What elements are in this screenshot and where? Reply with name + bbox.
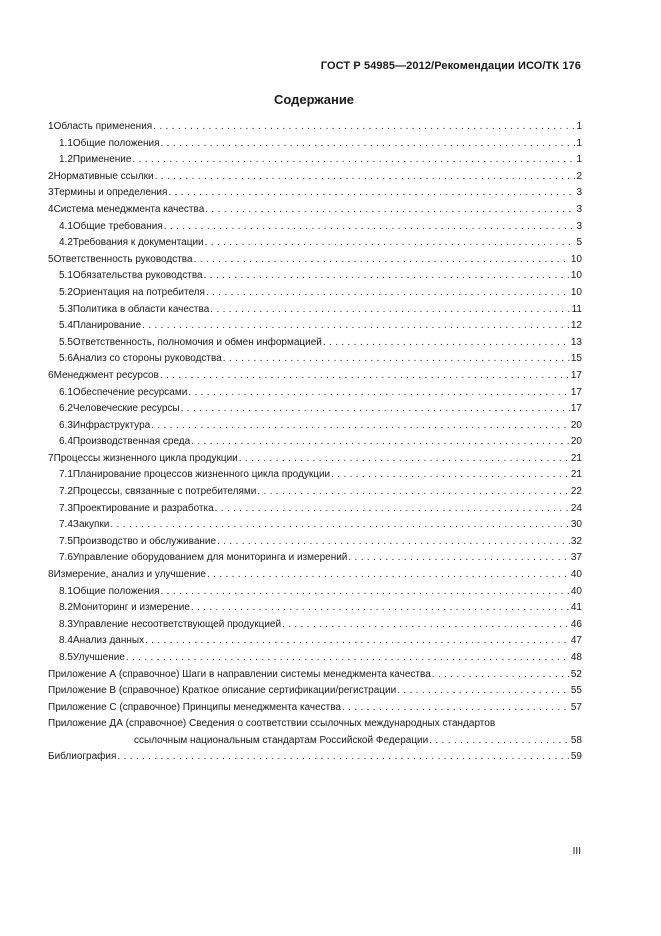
toc-entry-label-continued: ссылочным национальным стандартам Российской Федерации — [134, 734, 429, 746]
toc-entry[interactable] — [48, 550, 582, 567]
toc-entry-label: Библиография — [48, 751, 117, 763]
toc-entry-page: 22 — [570, 486, 582, 498]
toc-entry[interactable] — [48, 501, 582, 518]
toc-entry[interactable] — [48, 202, 582, 219]
toc-entry-label: Процессы жизненного цикла продукции — [53, 452, 238, 464]
toc-leader-dots — [194, 252, 570, 269]
toc-entry-label: Улучшение — [72, 652, 125, 663]
toc-entry-page: 57 — [570, 701, 582, 713]
toc-entry-label: Планирование — [72, 320, 142, 332]
toc-entry-page: 32 — [570, 535, 582, 547]
toc-entry-page: 59 — [570, 751, 582, 763]
toc-entry-number: 4.1 — [59, 220, 73, 232]
toc-leader-dots — [429, 733, 570, 749]
toc-leader-dots — [191, 434, 570, 451]
toc-leader-dots — [432, 667, 570, 684]
toc-entry[interactable] — [48, 136, 582, 153]
document-header: ГОСТ Р 54985—2012/Рекомендации ИСО/ТК 176 — [320, 60, 581, 72]
toc-entry-number: 1.1 — [59, 137, 73, 149]
toc-entry-number: 6 — [48, 369, 54, 381]
toc-entry-number: 5.6 — [59, 353, 73, 365]
toc-entry-number: 4 — [48, 203, 54, 215]
toc-entry-page: 37 — [570, 552, 582, 564]
toc-entry-label: Закупки — [72, 519, 110, 531]
toc-entry[interactable] — [48, 252, 582, 269]
toc-entry[interactable] — [48, 335, 582, 352]
toc-leader-dots — [191, 600, 570, 617]
toc-entry[interactable] — [48, 484, 582, 501]
toc-leader-dots — [155, 169, 576, 186]
toc-entry[interactable] — [48, 401, 582, 418]
toc-entry-page: 24 — [570, 502, 582, 514]
toc-entry-number: 7.6 — [59, 552, 73, 564]
toc-entry-label: Общие положения — [72, 585, 160, 597]
toc-entry[interactable] — [48, 716, 582, 749]
toc-leader-dots — [205, 235, 576, 252]
toc-leader-dots — [151, 418, 570, 435]
toc-entry-page: 5 — [576, 237, 582, 249]
toc-entry-page: 1 — [576, 121, 582, 132]
toc-entry-number: 7.3 — [59, 502, 73, 514]
toc-entry-page: 58 — [570, 734, 582, 746]
toc-entry-label: Анализ данных — [72, 635, 145, 647]
toc-entry-page: 10 — [570, 270, 582, 282]
toc-entry-label: Анализ со стороны руководства — [72, 353, 222, 365]
toc-entry-label: Приложение В (справочное) Краткое описание сертификации/регистрации — [48, 685, 397, 697]
toc-leader-dots — [282, 617, 570, 634]
toc-entry-number: 1 — [48, 121, 54, 132]
toc-leader-dots — [145, 633, 570, 650]
toc-entry[interactable] — [48, 700, 582, 717]
toc-leader-dots — [161, 136, 576, 153]
toc-entry-number: 8 — [48, 569, 54, 581]
toc-entry[interactable] — [48, 749, 582, 766]
toc-entry[interactable] — [48, 683, 582, 700]
toc-entry-number: 7.2 — [59, 486, 73, 498]
toc-entry[interactable] — [48, 169, 582, 186]
toc-entry-number: 8.4 — [59, 635, 73, 647]
toc-entry-label: Ответственность руководства — [53, 253, 193, 265]
toc-entry-label: Ответственность, полномочия и обмен информацией — [72, 336, 322, 348]
toc-leader-dots — [257, 484, 570, 501]
toc-entry-number: 7.1 — [59, 469, 73, 481]
toc-entry[interactable] — [48, 385, 582, 402]
toc-entry[interactable] — [48, 368, 582, 385]
toc-entry-number: 5 — [48, 253, 54, 265]
toc-leader-dots — [206, 285, 570, 302]
toc-entry-number: 8.1 — [59, 585, 73, 597]
toc-entry[interactable] — [48, 235, 582, 252]
toc-entry[interactable] — [48, 318, 582, 335]
toc-entry-page: 3 — [576, 187, 582, 199]
toc-leader-dots — [210, 302, 570, 319]
toc-entry-label: Планирование процессов жизненного цикла продукции — [72, 469, 331, 481]
toc-entry[interactable] — [48, 268, 582, 285]
toc-entry-page: 1 — [576, 154, 582, 166]
toc-entry-label: Термины и определения — [53, 187, 168, 199]
toc-entry-number: 5.4 — [59, 320, 73, 332]
toc-leader-dots — [223, 351, 570, 368]
toc-entry-label: Приложение А (справочное) Шаги в направлении системы менеджмента качества — [48, 668, 431, 680]
toc-leader-dots — [207, 567, 570, 584]
toc-entry-page: 12 — [570, 320, 582, 332]
toc-entry[interactable] — [48, 517, 582, 534]
toc-leader-dots — [168, 185, 575, 202]
toc-entry-page: 17 — [570, 403, 582, 415]
toc-entry-page: 52 — [570, 668, 582, 680]
toc-entry-label: Обязательства руководства — [72, 270, 203, 282]
toc-entry-page: 13 — [570, 336, 582, 348]
table-of-contents — [48, 119, 582, 766]
toc-leader-dots — [153, 119, 575, 136]
toc-entry-label: Управление оборудованием для мониторинга и измерений — [72, 552, 348, 564]
toc-leader-dots — [397, 683, 570, 700]
toc-entry-number: 7.5 — [59, 535, 73, 547]
toc-entry-page: 40 — [570, 569, 582, 581]
toc-leader-dots — [126, 650, 570, 667]
toc-leader-dots — [323, 335, 570, 352]
toc-entry[interactable] — [48, 567, 582, 584]
toc-leader-dots — [160, 368, 570, 385]
toc-leader-dots — [161, 584, 570, 601]
toc-leader-dots — [331, 467, 570, 484]
toc-entry-label: Измерение, анализ и улучшение — [53, 569, 206, 581]
toc-entry-label: Требования к документации — [72, 237, 204, 249]
toc-entry-label: Ориентация на потребителя — [72, 286, 205, 298]
toc-entry-label: Приложение С (справочное) Принципы менеджмента качества — [48, 701, 341, 713]
toc-entry-label: Общие положения — [72, 137, 160, 149]
toc-entry-label: Политика в области качества — [72, 303, 210, 315]
toc-entry-label: Обеспечение ресурсами — [72, 386, 188, 398]
toc-entry[interactable] — [48, 302, 582, 319]
toc-entry-number: 7.4 — [59, 519, 73, 531]
toc-entry-number: 6.2 — [59, 403, 73, 415]
toc-entry[interactable] — [48, 633, 582, 650]
toc-entry-page: 2 — [576, 170, 582, 182]
toc-entry-page: 55 — [570, 685, 582, 697]
toc-leader-dots — [204, 268, 570, 285]
toc-entry[interactable] — [48, 219, 582, 236]
toc-entry-page: 10 — [570, 253, 582, 265]
toc-entry-label: Общие требования — [72, 220, 163, 232]
toc-leader-dots — [205, 202, 575, 219]
toc-entry-label: Управление несоответствующей продукцией — [72, 618, 282, 630]
toc-entry-page: 21 — [570, 469, 582, 481]
toc-entry-label: Менеджмент ресурсов — [53, 369, 159, 381]
toc-entry[interactable] — [48, 285, 582, 302]
toc-leader-dots — [164, 219, 576, 236]
toc-entry-page: 15 — [570, 353, 582, 365]
toc-entry-page: 40 — [570, 585, 582, 597]
toc-entry[interactable] — [48, 451, 582, 468]
toc-entry-page: 20 — [570, 436, 582, 448]
toc-entry[interactable] — [48, 119, 582, 136]
page-number: III — [572, 846, 581, 857]
toc-entry-page: 17 — [570, 386, 582, 398]
toc-entry[interactable] — [48, 467, 582, 484]
toc-entry[interactable] — [48, 584, 582, 601]
toc-entry-label: Производство и обслуживание — [72, 535, 217, 547]
toc-leader-dots — [215, 501, 570, 518]
toc-entry-number: 2 — [48, 170, 54, 182]
toc-entry[interactable] — [48, 351, 582, 368]
toc-entry-label: Область применения — [53, 121, 153, 132]
toc-entry[interactable] — [48, 667, 582, 684]
toc-entry-label: Нормативные ссылки — [53, 170, 154, 182]
toc-entry-page: 1 — [576, 137, 582, 149]
toc-entry-label: Производственная среда — [72, 436, 191, 448]
toc-entry-page: 47 — [570, 635, 582, 647]
toc-entry[interactable] — [48, 418, 582, 435]
toc-entry-label: Применение — [72, 154, 132, 166]
toc-leader-dots — [117, 749, 569, 766]
toc-entry-label: Человеческие ресурсы — [72, 403, 180, 415]
toc-entry-page: 30 — [570, 519, 582, 531]
toc-entry-label: Инфраструктура — [72, 419, 151, 431]
toc-leader-dots — [342, 700, 570, 717]
toc-entry-page: 41 — [570, 602, 582, 614]
toc-entry-number: 6.1 — [59, 386, 73, 398]
toc-entry-label: Проектирование и разработка — [72, 502, 214, 514]
toc-entry-number: 5.3 — [59, 303, 73, 315]
toc-entry-number: 1.2 — [59, 154, 73, 166]
toc-entry-number: 5.2 — [59, 286, 73, 298]
toc-leader-dots — [348, 550, 569, 567]
toc-entry[interactable] — [48, 650, 582, 667]
toc-entry-label: Приложение ДА (справочное) Сведения о соответствии ссылочных международных стандартов — [48, 718, 496, 730]
toc-entry[interactable] — [48, 617, 582, 634]
toc-leader-dots — [142, 318, 570, 335]
toc-leader-dots — [188, 385, 570, 402]
toc-entry-number: 8.3 — [59, 618, 73, 630]
toc-entry-page: 48 — [570, 652, 582, 663]
toc-leader-dots — [132, 152, 575, 169]
toc-entry-number: 5.1 — [59, 270, 73, 282]
toc-leader-dots — [181, 401, 570, 418]
page-title: Содержание — [273, 92, 355, 107]
toc-leader-dots — [217, 534, 570, 551]
toc-entry-page: 10 — [570, 286, 582, 298]
toc-entry[interactable] — [48, 152, 582, 169]
toc-entry-number: 8.5 — [59, 652, 73, 663]
toc-entry-page: 46 — [570, 618, 582, 630]
toc-entry-label: Система менеджмента качества — [53, 203, 205, 215]
toc-entry[interactable] — [48, 600, 582, 617]
toc-entry-page: 20 — [570, 419, 582, 431]
toc-entry-number: 6.3 — [59, 419, 73, 431]
toc-entry-number: 6.4 — [59, 436, 73, 448]
toc-entry-number: 8.2 — [59, 602, 73, 614]
toc-entry[interactable] — [48, 185, 582, 202]
toc-leader-dots — [239, 451, 570, 468]
toc-entry-label: Процессы, связанные с потребителями — [72, 486, 257, 498]
toc-entry[interactable] — [48, 534, 582, 551]
toc-entry-number: 3 — [48, 187, 54, 199]
toc-entry-number: 7 — [48, 452, 54, 464]
toc-entry-label: Мониторинг и измерение — [72, 602, 190, 614]
toc-entry-page: 3 — [576, 220, 582, 232]
toc-entry-page: 3 — [576, 203, 582, 215]
toc-entry-page: 11 — [571, 303, 582, 315]
toc-entry[interactable] — [48, 434, 582, 451]
toc-entry-page: 21 — [570, 452, 582, 464]
toc-leader-dots — [110, 517, 570, 534]
toc-entry-page: 17 — [570, 369, 582, 381]
toc-entry-number: 4.2 — [59, 237, 73, 249]
toc-entry-number: 5.5 — [59, 336, 73, 348]
